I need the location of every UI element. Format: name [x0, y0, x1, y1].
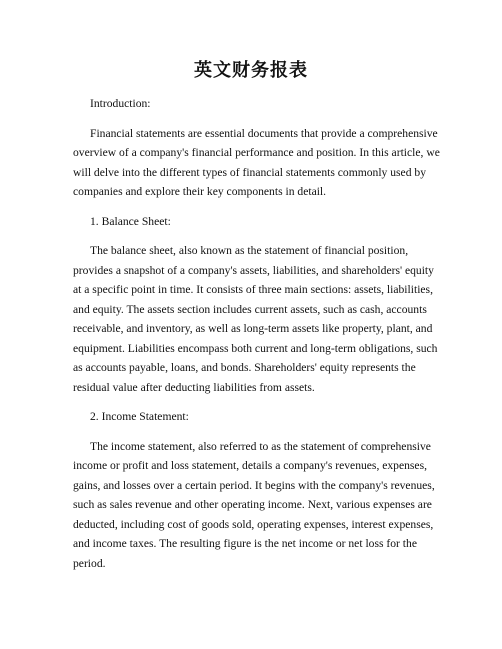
paragraph-balance-sheet-heading: 1. Balance Sheet:: [90, 214, 171, 228]
document-body: [73, 94, 443, 583]
paragraph-income-statement-heading: 2. Income Statement:: [90, 410, 189, 423]
paragraph-balance-sheet: The balance sheet, also known as the statement of financial position, provides a snapshot of a company's assets, liabilities, and shareholders' equity at a specific point in time. It consists of three main sections: assets, liabilities, and equity. The assets section includes current assets, such as cash, accounts receivable, and inventory, as well as long-term assets like property, plant, and equipment. Liabilities encompass both current and long-term obligations, such as accounts payable, loans, and bonds. Shareholders' equity represents the residual value after deducting liabilities from assets.: [73, 244, 438, 394]
paragraph-introduction: Financial statements are essential documents that provide a comprehensive overview of a company's financial performance and position. In this article, we will delve into the different types of financial statements commonly used by companies and explore their key components in detail.: [73, 126, 440, 198]
paragraph-income-statement: The income statement, also referred to as the statement of comprehensive income or profit and loss statement, details a company's revenues, expenses, gains, and losses over a certain period. It begins with the company's revenues, such as sales revenue and other operating income. Next, various expenses are deducted, including cost of goods sold, operating expenses, interest expenses, and income taxes. The resulting figure is the net income or net loss for the period.: [73, 439, 435, 570]
document-title: 英文财务报表: [194, 60, 308, 81]
paragraph-introduction-heading: Introduction:: [90, 97, 151, 110]
